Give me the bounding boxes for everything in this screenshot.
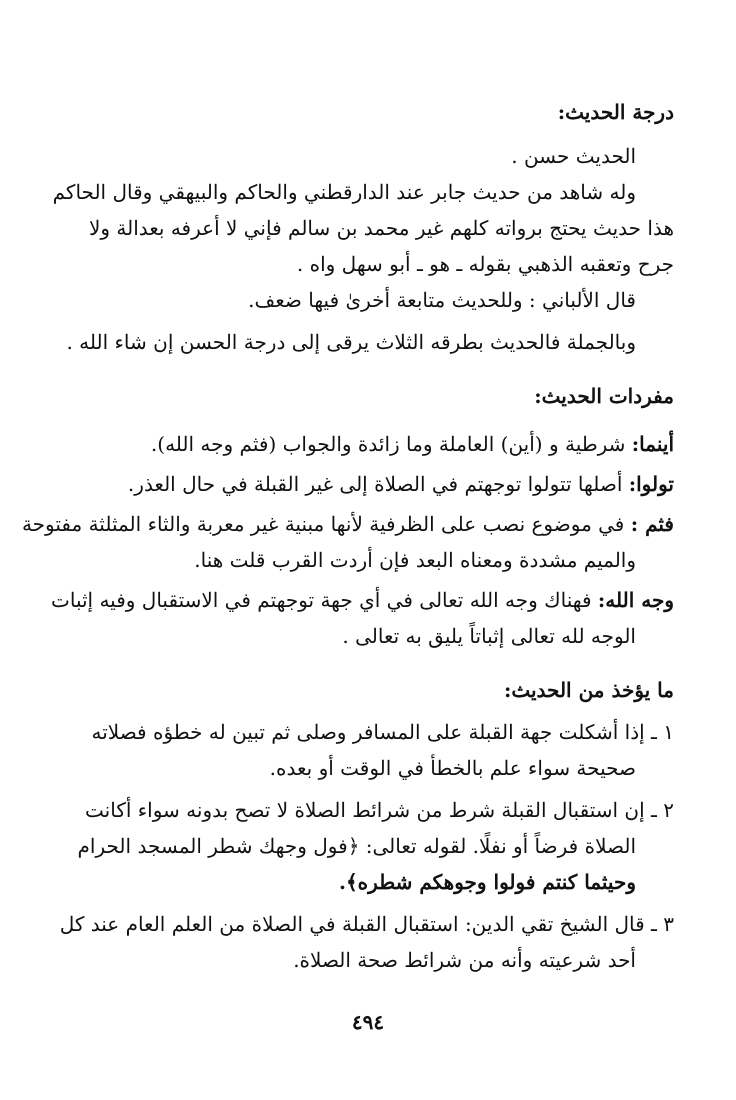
- vocab-definition: في موضوع نصب على الظرفية لأنها مبنية غير معربة والثاء المثلثة مفتوحة: [21, 512, 625, 536]
- lesson-number: ١ ـ: [651, 720, 674, 744]
- vocab-term: تولوا:: [628, 472, 674, 496]
- body-line: وبالجملة فالحديث بطرقه الثلاث يرقى إلى درجة الحسن إن شاء الله .: [66, 330, 636, 354]
- lesson-number: ٣ ـ: [651, 912, 674, 936]
- vocab-definition-continued: والميم مشددة ومعناه البعد فإن أردت القرب قلت هنا.: [194, 548, 636, 572]
- vocab-term: وجه الله:: [597, 588, 674, 612]
- vocab-term: أينما:: [631, 432, 674, 456]
- lesson-number: ٢ ـ: [651, 798, 674, 822]
- vocab-term: فثم :: [630, 512, 674, 536]
- lesson-text-continued: أحد شرعيته وأنه من شرائط صحة الصلاة.: [293, 948, 636, 972]
- section-heading-vocabulary: مفردات الحديث:: [534, 384, 674, 408]
- lesson-item: [60, 792, 674, 828]
- body-line: الحديث حسن .: [511, 144, 636, 168]
- body-line: جرح وتعقبه الذهبي بقوله ـ هو ـ أبو سهل واه .: [296, 252, 674, 276]
- vocab-definition: فهناك وجه الله تعالى في أي جهة توجهتم في الاستقبال وفيه إثبات: [51, 588, 592, 612]
- body-line: قال الألباني : وللحديث متابعة أخرىٰ فيها ضعف.: [248, 288, 636, 312]
- lesson-text: إن استقبال القبلة شرط من شرائط الصلاة لا تصح بدونه سواء أكانت: [85, 798, 645, 822]
- lesson-text-continued: الصلاة فرضاً أو نفلًا. لقوله تعالى: ﴿فول وجهك شطر المسجد الحرام: [77, 834, 636, 858]
- vocab-entry: [60, 466, 674, 502]
- body-line: هذا حديث يحتج برواته كلهم غير محمد بن سالم فإني لا أعرفه بعدالة ولا: [88, 216, 674, 240]
- vocab-definition-continued: الوجه لله تعالى إثباتاً يليق به تعالى .: [342, 624, 636, 648]
- lesson-text: قال الشيخ تقي الدين: استقبال القبلة في الصلاة من العلم العام عند كل: [59, 912, 645, 936]
- body-line: وله شاهد من حديث جابر عند الدارقطني والحاكم والبيهقي وقال الحاكم: [52, 180, 636, 204]
- lesson-text-continued: صحيحة سواء علم بالخطأ في الوقت أو بعده.: [269, 756, 636, 780]
- section-heading-lessons: ما يؤخذ من الحديث:: [503, 678, 674, 702]
- vocab-entry: [51, 582, 674, 618]
- page-number: ٤٩٤: [351, 1010, 385, 1034]
- lesson-item: [60, 714, 674, 750]
- vocab-definition: أصلها تتولوا توجهتم في الصلاة إلى غير القبلة في حال العذر.: [127, 472, 623, 496]
- vocab-definition: شرطية و (أين) العاملة وما زائدة والجواب (فثم وجه الله).: [150, 432, 626, 456]
- lesson-text: إذا أشكلت جهة القبلة على المسافر وصلى ثم تبين له خطؤه فصلاته: [91, 720, 645, 744]
- lesson-item: [60, 906, 674, 942]
- vocab-entry: [21, 506, 674, 542]
- vocab-entry: [60, 426, 674, 462]
- lesson-quran-verse: وحيثما كنتم فولوا وجوهكم شطره﴾.: [339, 870, 636, 894]
- section-heading-hadith-grade: درجة الحديث:: [557, 100, 674, 124]
